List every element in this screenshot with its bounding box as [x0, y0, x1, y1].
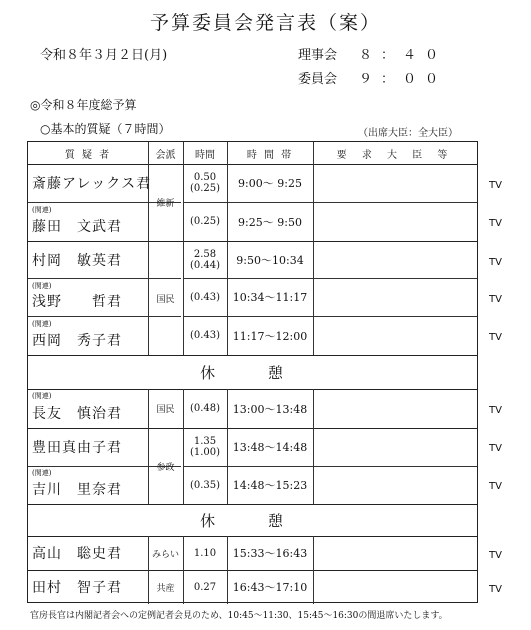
schedule-time: ８：４０	[359, 48, 448, 63]
related-tag: (関連)	[32, 282, 52, 290]
duration-value: 1.35	[193, 436, 217, 447]
schedule-time: ９：００	[359, 72, 448, 87]
tv-broadcast-marker: TV	[489, 584, 502, 595]
header-ministers: 要 求 大 臣 等	[336, 149, 454, 161]
questioner-name: 田村 智子君	[32, 580, 122, 596]
duration-value: 0.27	[193, 581, 217, 593]
duration-value: 1.10	[193, 547, 217, 559]
questioner-name: 村岡 敏英君	[32, 252, 122, 269]
related-tag: (関連)	[32, 320, 52, 328]
time-slot: 10:34～11:17	[232, 291, 308, 304]
schedule-label: 委員会	[298, 72, 338, 87]
tv-broadcast-marker: TV	[489, 257, 502, 268]
time-slot: 9:00～ 9:25	[238, 177, 302, 190]
faction-label: 維新	[156, 199, 175, 209]
faction-label: 国民	[156, 405, 175, 415]
questioner-name: 藤田 文武君	[32, 218, 122, 235]
faction-label: みらい	[151, 549, 179, 560]
schedule-label: 理事会	[298, 48, 338, 63]
duration-value: (0.43)	[189, 330, 221, 341]
duration-cell	[183, 164, 227, 202]
faction-label: 共産	[156, 583, 175, 594]
tv-broadcast-marker: TV	[489, 405, 502, 416]
time-slot: 16:43～17:10	[232, 581, 308, 594]
section-heading: ○基本的質疑（７時間）	[40, 122, 171, 136]
break-row: 休 憩	[200, 363, 307, 382]
faction-label: 参政	[156, 462, 175, 473]
tv-broadcast-marker: TV	[489, 180, 502, 191]
faction-label: 国民	[156, 294, 175, 305]
schedule-line-committee	[298, 68, 447, 87]
time-slot: 13:48～14:48	[232, 441, 308, 454]
schedule-line-board	[298, 44, 447, 63]
time-slot: 11:17～12:00	[232, 329, 308, 343]
questioner-name: 斎藤アレックス君	[32, 176, 152, 192]
duration-sub: (0.44)	[189, 259, 221, 271]
duration-value: (0.25)	[189, 216, 221, 227]
tv-broadcast-marker: TV	[489, 218, 502, 229]
duration-sub: (0.25)	[189, 183, 221, 194]
time-slot: 9:50～10:34	[236, 253, 304, 267]
time-slot: 13:00～13:48	[232, 402, 308, 416]
header-questioner: 質 疑 者	[64, 149, 112, 161]
tv-broadcast-marker: TV	[489, 481, 502, 492]
tv-broadcast-marker: TV	[489, 443, 502, 454]
speaker-table	[27, 141, 478, 603]
break-row: 休 憩	[200, 511, 307, 530]
budget-heading: ◎令和８年度総予算	[30, 98, 137, 112]
duration-value: 0.50	[193, 172, 217, 183]
attendance-note: （出席大臣：全大臣）	[358, 128, 458, 139]
time-slot: 9:25～ 9:50	[238, 215, 302, 229]
duration-value: (0.43)	[189, 291, 221, 303]
questioner-name: 吉川 里奈君	[32, 482, 122, 498]
header-slot: 時 間 帯	[246, 149, 294, 161]
questioner-name: 長友 慎治君	[32, 405, 122, 422]
session-date: 令和８年３月２日(月)	[40, 48, 168, 63]
related-tag: (関連)	[32, 206, 52, 214]
questioner-name: 浅野 哲君	[32, 294, 122, 310]
header-duration: 時間	[195, 149, 215, 161]
related-tag: (関連)	[32, 392, 52, 400]
duration-value: (0.35)	[189, 479, 221, 491]
duration-cell	[183, 428, 227, 466]
duration-value: 2.58	[193, 248, 217, 260]
header-faction: 会派	[155, 149, 176, 161]
duration-cell	[183, 241, 227, 278]
tv-broadcast-marker: TV	[489, 550, 502, 561]
related-tag: (関連)	[32, 469, 52, 477]
duration-value: (0.48)	[189, 403, 221, 414]
time-slot: 15:33～16:43	[232, 547, 308, 560]
time-slot: 14:48～15:23	[232, 479, 308, 492]
questioner-name: 豊田真由子君	[32, 440, 122, 456]
table-rule	[313, 389, 314, 504]
tv-broadcast-marker: TV	[489, 332, 502, 343]
questioner-name: 高山 聡史君	[32, 546, 122, 562]
footnote: 官房長官は内閣記者会への定例記者会見のため、10:45～11:30、15:45～16:30の間退席いたします。	[30, 611, 448, 621]
document-title: 予算委員会発言表（案）	[149, 12, 381, 34]
duration-sub: (1.00)	[189, 447, 221, 458]
table-rule	[313, 142, 314, 355]
questioner-name: 西岡 秀子君	[32, 332, 122, 349]
table-rule	[313, 536, 314, 604]
tv-broadcast-marker: TV	[489, 294, 502, 305]
